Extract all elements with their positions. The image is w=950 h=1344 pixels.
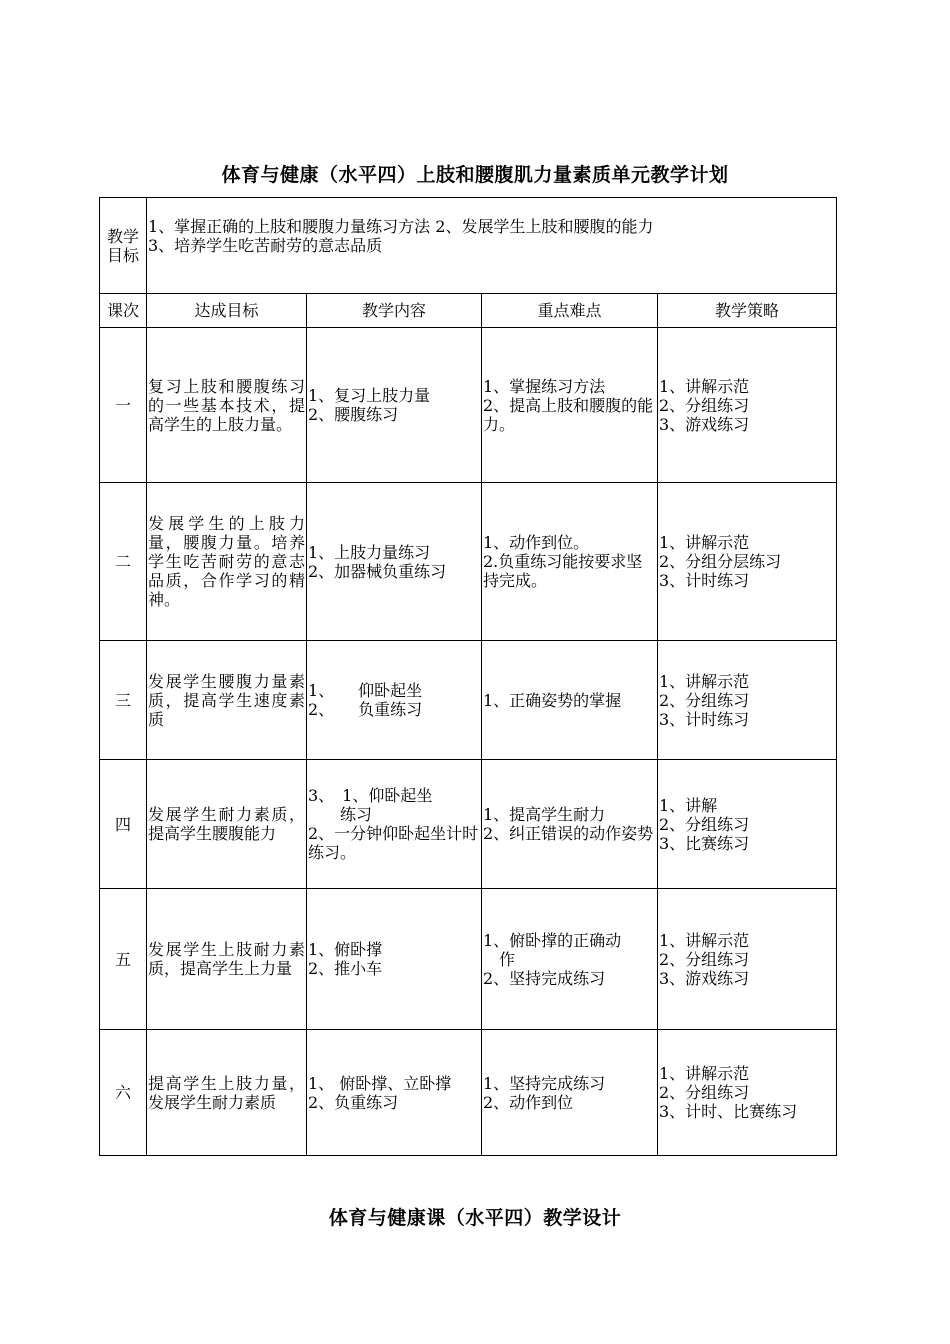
lesson-content: 1、俯卧撑 2、推小车 — [307, 889, 482, 1030]
header-row — [100, 294, 837, 328]
lesson-strategy: 1、讲解示范 2、分组分层练习 3、计时练习 — [658, 483, 837, 641]
table-row — [100, 641, 837, 760]
objectives-line2: 3、培养学生吃苦耐劳的意志品质 — [148, 235, 383, 255]
lesson-number: 一 — [100, 328, 147, 483]
header-key: 重点难点 — [482, 294, 658, 328]
lesson-key-points: 1、提高学生耐力 2、纠正错误的动作姿势 — [482, 760, 658, 889]
objectives-line1: 1、掌握正确的上肢和腰腹力量练习方法 2、发展学生上肢和腰腹的能力 — [148, 216, 654, 236]
header-content: 教学内容 — [307, 294, 482, 328]
section-title: 体育与健康课（水平四）教学设计 — [328, 1207, 622, 1229]
objectives-text — [147, 198, 837, 294]
teaching-plan-table — [99, 197, 837, 1156]
lesson-goal: 提高学生上肢力量，发展学生耐力素质 — [147, 1030, 307, 1156]
lesson-goal: 发展学生上肢耐力素质，提高学生上力量 — [147, 889, 307, 1030]
lesson-key-points: 1、坚持完成练习 2、动作到位 — [482, 1030, 658, 1156]
lesson-number: 二 — [100, 483, 147, 641]
page-title: 体育与健康（水平四）上肢和腰腹肌力量素质单元教学计划 — [221, 164, 729, 186]
lesson-content: 1、 俯卧撑、立卧撑 2、负重练习 — [307, 1030, 482, 1156]
lesson-content: 1、 仰卧起坐 2、 负重练习 — [307, 641, 482, 760]
lesson-goal: 发展学生耐力素质，提高学生腰腹能力 — [147, 760, 307, 889]
lesson-number: 六 — [100, 1030, 147, 1156]
lesson-goal: 发展学生的上肢力量，腰腹力量。培养学生吃苦耐劳的意志品质，合作学习的精神。 — [147, 483, 307, 641]
lesson-number: 三 — [100, 641, 147, 760]
lesson-key-points: 1、掌握练习方法 2、提高上肢和腰腹的能力。 — [482, 328, 658, 483]
objectives-label-line2: 目标 — [106, 245, 139, 265]
lesson-goal: 复习上肢和腰腹练习的一些基本技术，提高学生的上肢力量。 — [147, 328, 307, 483]
lesson-strategy: 1、讲解示范 2、分组练习 3、计时、比赛练习 — [658, 1030, 837, 1156]
lesson-content: 3、 1、仰卧起坐 练习 2、一分钟仰卧起坐计时练习。 — [307, 760, 482, 889]
objectives-label-line1: 教学 — [106, 226, 139, 246]
lesson-content: 1、上肢力量练习 2、加器械负重练习 — [307, 483, 482, 641]
lesson-strategy: 1、讲解 2、分组练习 3、比赛练习 — [658, 760, 837, 889]
lesson-strategy: 1、讲解示范 2、分组练习 3、计时练习 — [658, 641, 837, 760]
table-row — [100, 889, 837, 1030]
objectives-row — [100, 198, 837, 294]
table-row — [100, 1030, 837, 1156]
table-row — [100, 328, 837, 483]
lesson-number: 五 — [100, 889, 147, 1030]
lesson-key-points: 1、俯卧撑的正确动 作 2、坚持完成练习 — [482, 889, 658, 1030]
lesson-key-points: 1、动作到位。 2.负重练习能按要求坚持完成。 — [482, 483, 658, 641]
header-strategy: 教学策略 — [658, 294, 837, 328]
lesson-strategy: 1、讲解示范 2、分组练习 3、游戏练习 — [658, 889, 837, 1030]
objectives-label — [100, 198, 147, 294]
lesson-content: 1、复习上肢力量 2、腰腹练习 — [307, 328, 482, 483]
lesson-strategy: 1、讲解示范 2、分组练习 3、游戏练习 — [658, 328, 837, 483]
table-row — [100, 483, 837, 641]
header-lesson: 课次 — [100, 294, 147, 328]
table-row — [100, 760, 837, 889]
lesson-key-points: 1、正确姿势的掌握 — [482, 641, 658, 760]
lesson-goal: 发展学生腰腹力量素质，提高学生速度素质 — [147, 641, 307, 760]
lesson-number: 四 — [100, 760, 147, 889]
header-goal: 达成目标 — [147, 294, 307, 328]
